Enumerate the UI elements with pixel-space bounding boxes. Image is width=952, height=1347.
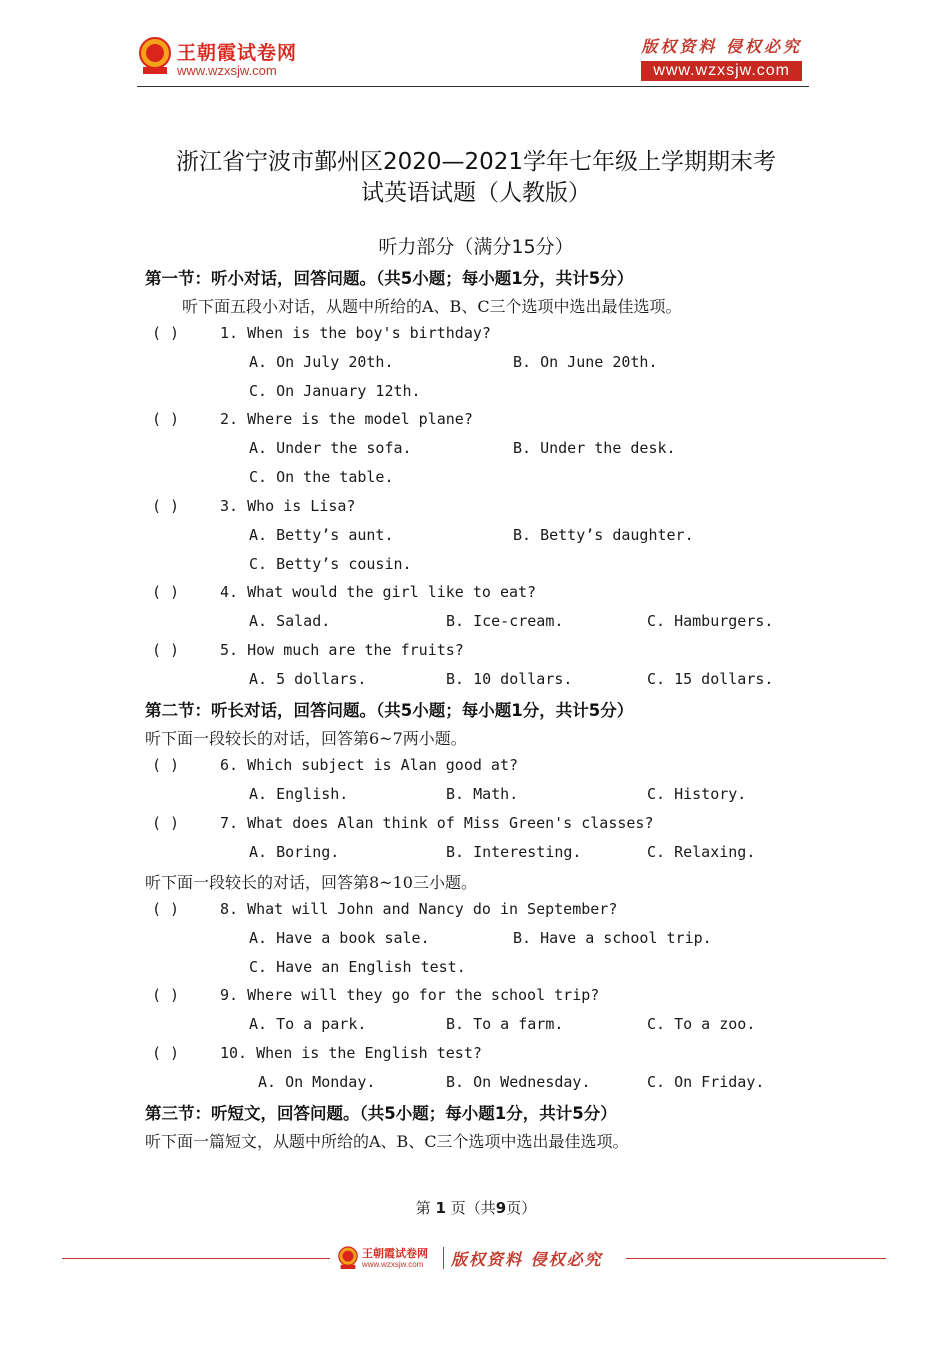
option: A. On July 20th.	[249, 353, 394, 371]
option: B. On June 20th.	[513, 353, 658, 371]
option: B. Interesting.	[446, 843, 582, 861]
footer-slogan: 版权资料 侵权必究	[451, 1250, 603, 1269]
footer-logo-seal-icon	[337, 1245, 359, 1271]
option: C. Have an English test.	[249, 958, 466, 976]
option: B. To a farm.	[446, 1015, 564, 1033]
option: A. Betty’s aunt.	[249, 526, 394, 544]
question-text: 6. Which subject is Alan good at?	[220, 756, 519, 774]
section-heading: 第三节：听短文，回答问题。（共5小题；每小题1分，共计5分）	[145, 1104, 617, 1123]
option: B. On Wednesday.	[446, 1073, 591, 1091]
answer-blank[interactable]: ( )	[152, 583, 180, 601]
option: C. Betty’s cousin.	[249, 555, 412, 573]
option: B. Betty’s daughter.	[513, 526, 694, 544]
page-current: 1	[435, 1199, 446, 1217]
logo-seal-icon	[137, 36, 173, 76]
option: C. On January 12th.	[249, 382, 421, 400]
page-middle: 页（共	[450, 1199, 496, 1217]
question	[152, 641, 464, 659]
question	[152, 814, 653, 832]
question-text: 3. Who is Lisa?	[220, 497, 356, 515]
answer-blank[interactable]: ( )	[152, 1044, 180, 1062]
page-suffix: 页）	[506, 1199, 537, 1217]
header-logo[interactable]	[137, 36, 337, 86]
option: B. Ice-cream.	[446, 612, 564, 630]
footer-separator	[443, 1247, 444, 1269]
header-slogan: 版权资料 侵权必究	[641, 37, 802, 56]
question	[152, 756, 518, 774]
option: B. Math.	[446, 785, 519, 803]
answer-blank[interactable]: ( )	[152, 756, 180, 774]
answer-blank[interactable]: ( )	[152, 410, 180, 428]
section-instruction: 听下面一段较长的对话，回答第6~7两小题。	[145, 729, 467, 748]
header-brand: 王朝霞试卷网	[177, 42, 298, 64]
question-text: 1. When is the boy's birthday?	[220, 324, 491, 342]
option: A. Salad.	[249, 612, 331, 630]
footer-url[interactable]: www.wzxsjw.com	[362, 1260, 424, 1269]
section-instruction: 听下面一篇短文，从题中所给的A、B、C三个选项中选出最佳选项。	[145, 1132, 629, 1151]
header-url[interactable]: www.wzxsjw.com	[177, 63, 277, 78]
answer-blank[interactable]: ( )	[152, 814, 180, 832]
header-right	[612, 34, 802, 81]
page-title: 浙江省宁波市鄞州区2020—2021学年七年级上学期期末考	[175, 149, 777, 175]
question-text: 2. Where is the model plane?	[220, 410, 473, 428]
option: A. Under the sofa.	[249, 439, 412, 457]
question-text: 8. What will John and Nancy do in September?	[220, 900, 618, 918]
option: C. On Friday.	[647, 1073, 765, 1091]
option: C. On the table.	[249, 468, 394, 486]
answer-blank[interactable]: ( )	[152, 497, 180, 515]
question	[152, 900, 617, 918]
question-text: 7. What does Alan think of Miss Green's classes?	[220, 814, 654, 832]
answer-blank[interactable]: ( )	[152, 324, 180, 342]
question-text: 5. How much are the fruits?	[220, 641, 464, 659]
header-url-box[interactable]: www.wzxsjw.com	[641, 61, 802, 81]
section-heading: 第一节：听小对话，回答问题。（共5小题；每小题1分，共计5分）	[145, 269, 634, 288]
section-heading: 第二节：听长对话，回答问题。（共5小题；每小题1分，共计5分）	[145, 701, 634, 720]
page-prefix: 第	[415, 1199, 431, 1217]
question	[152, 1044, 482, 1062]
page-title-cont: 试英语试题（人教版）	[361, 180, 591, 206]
option: C. Relaxing.	[647, 843, 756, 861]
header-divider	[137, 86, 809, 87]
option: A. Boring.	[249, 843, 340, 861]
question-text: 9. Where will they go for the school trip?	[220, 986, 600, 1004]
section-instruction: 听下面一段较长的对话，回答第8~10三小题。	[145, 873, 477, 892]
page-total: 9	[495, 1199, 507, 1217]
answer-blank[interactable]: ( )	[152, 641, 180, 659]
footer-logo[interactable]	[337, 1245, 449, 1273]
option: A. Have a book sale.	[249, 929, 430, 947]
question-text: 4. What would the girl like to eat?	[220, 583, 537, 601]
option: C. To a zoo.	[647, 1015, 756, 1033]
question	[152, 410, 473, 428]
section-part-title: 听力部分（满分15分）	[378, 236, 574, 258]
answer-blank[interactable]: ( )	[152, 900, 180, 918]
question	[152, 583, 536, 601]
section-instruction: 听下面五段小对话，从题中所给的A、B、C三个选项中选出最佳选项。	[182, 297, 682, 316]
option: B. Have a school trip.	[513, 929, 712, 947]
question	[152, 986, 599, 1004]
option: C. 15 dollars.	[647, 670, 774, 688]
option: A. 5 dollars.	[249, 670, 367, 688]
answer-blank[interactable]: ( )	[152, 986, 180, 1004]
option: C. History.	[647, 785, 747, 803]
option: A. English.	[249, 785, 349, 803]
option: B. 10 dollars.	[446, 670, 573, 688]
option: B. Under the desk.	[513, 439, 676, 457]
question	[152, 324, 491, 342]
option: A. To a park.	[249, 1015, 367, 1033]
footer-brand: 王朝霞试卷网	[362, 1247, 428, 1260]
option: C. Hamburgers.	[647, 612, 774, 630]
question	[152, 497, 355, 515]
page-number	[0, 1197, 952, 1218]
footer-divider-left	[62, 1258, 330, 1259]
footer-divider-right	[626, 1258, 886, 1259]
option: A. On Monday.	[258, 1073, 376, 1091]
question-text: 10. When is the English test?	[220, 1044, 482, 1062]
